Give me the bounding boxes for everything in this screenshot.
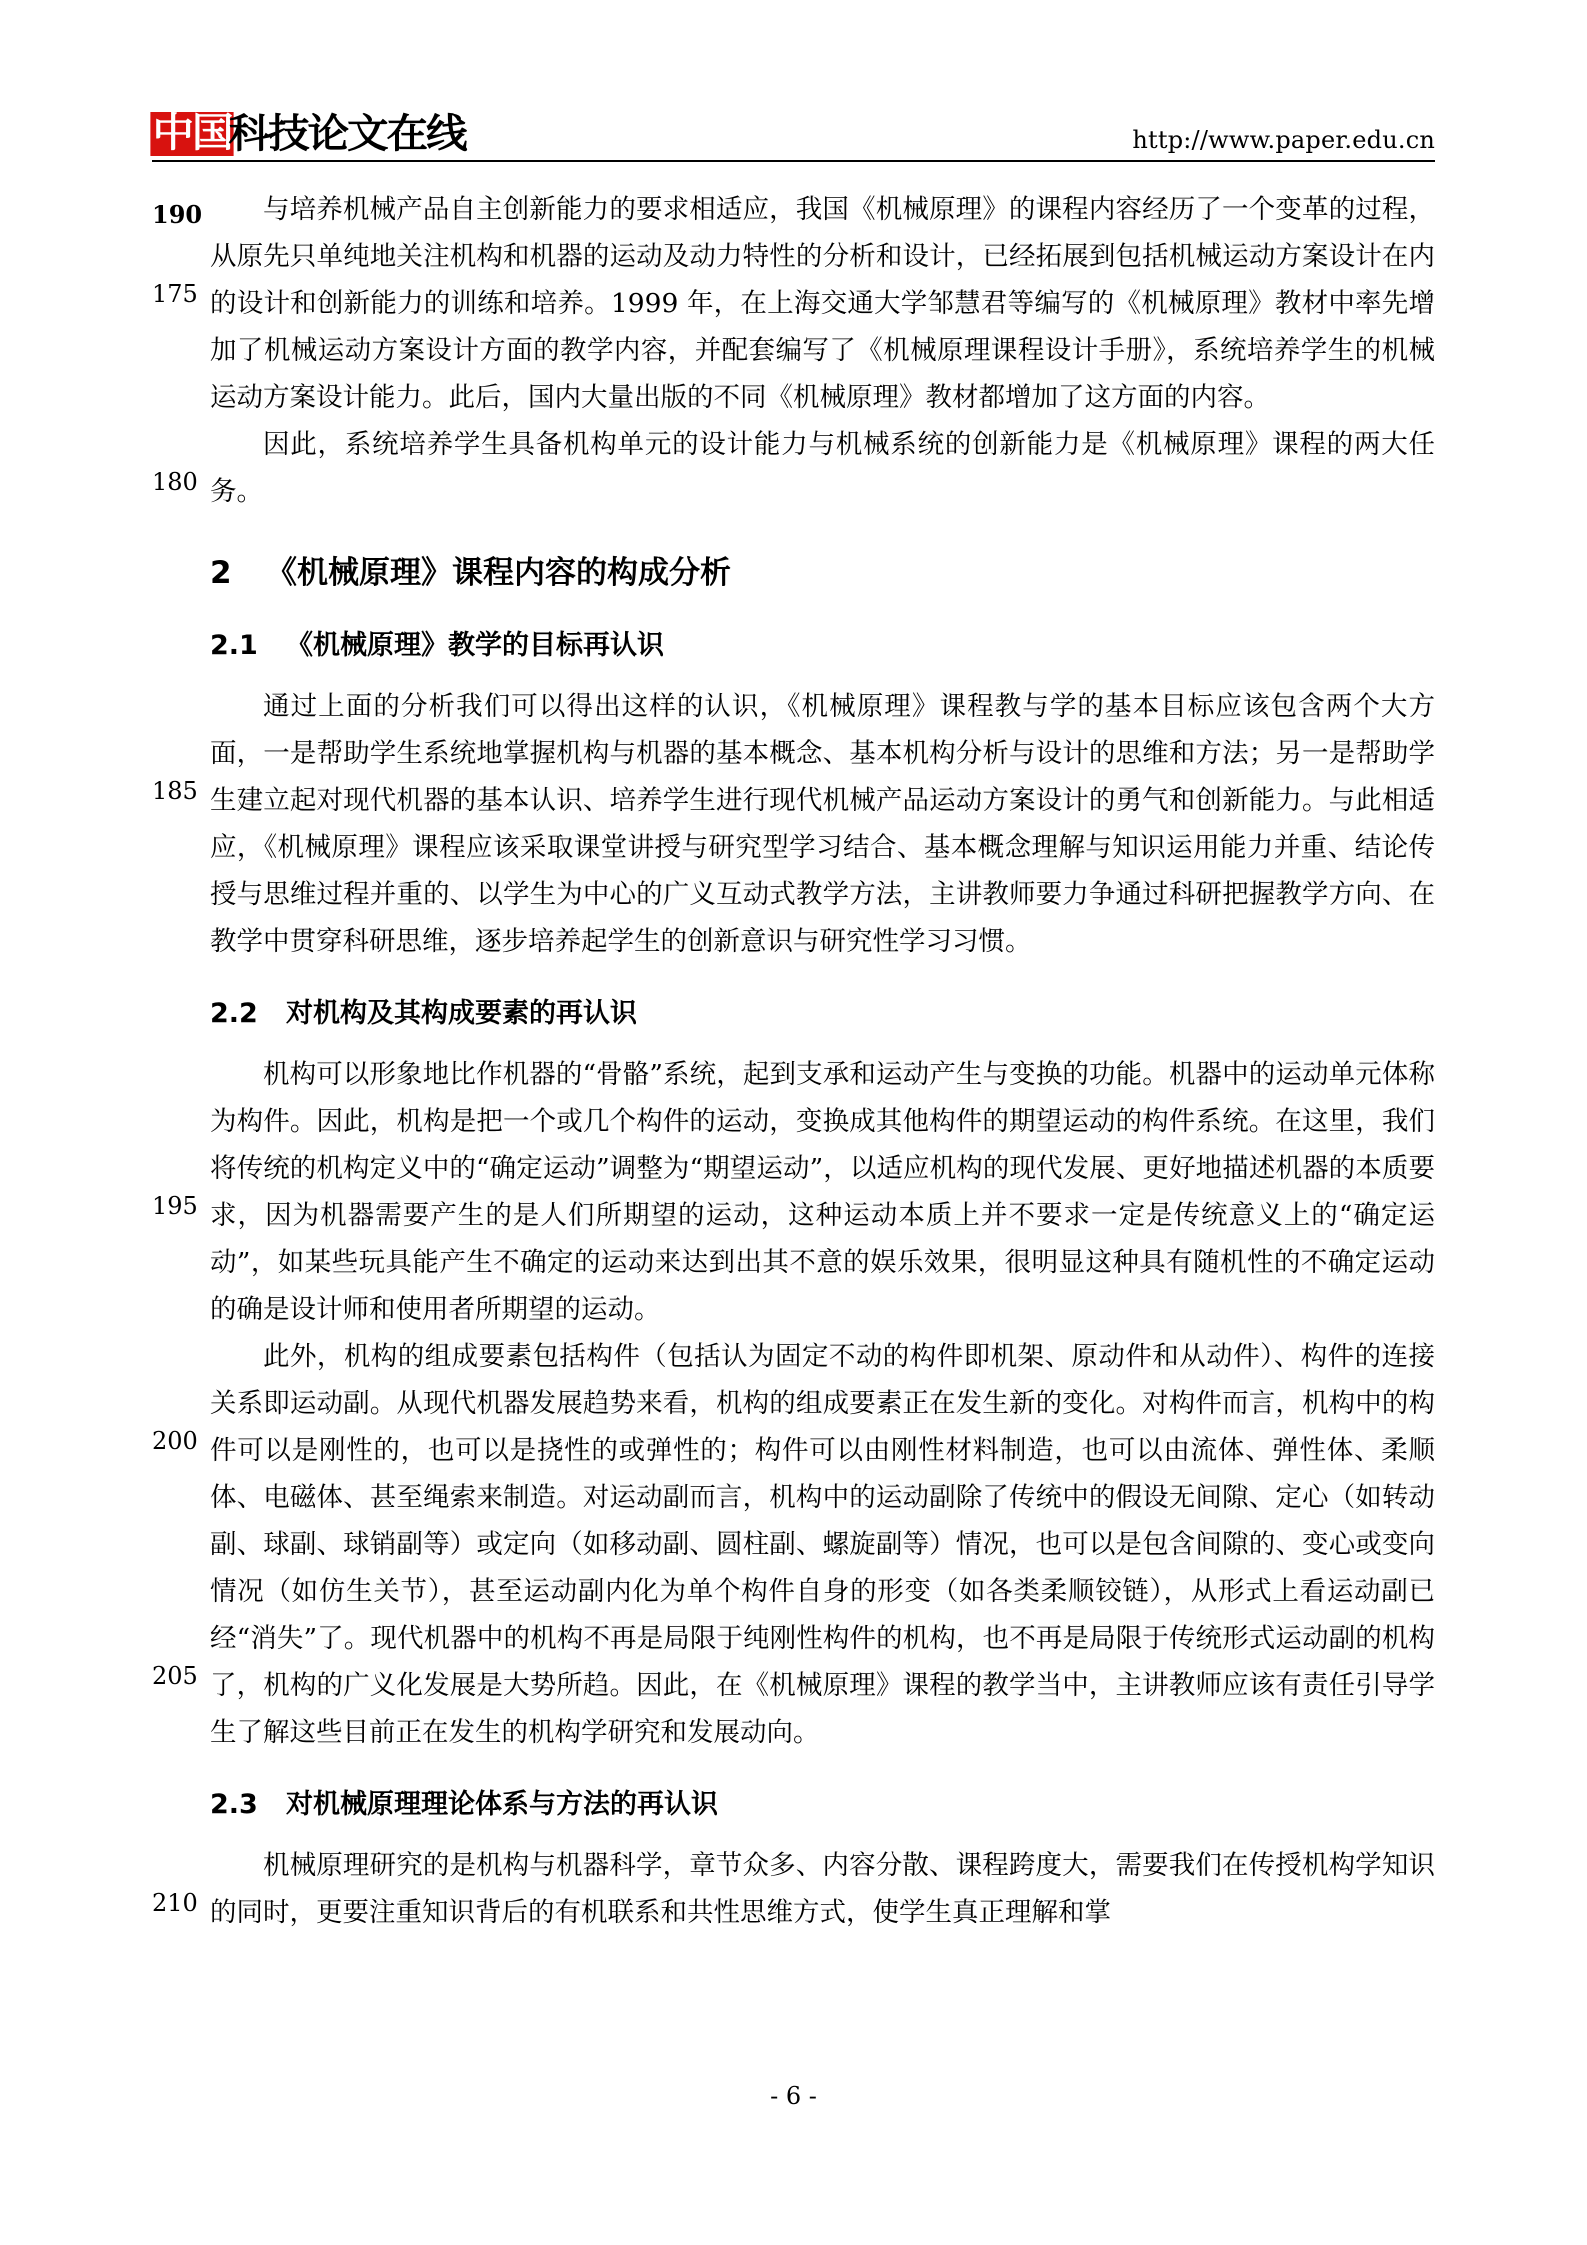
line-number-195: 195: [152, 1192, 198, 1220]
paragraph-block-2: [152, 421, 1435, 515]
line-number-210: 210: [152, 1889, 198, 1917]
paragraph-2: 因此，系统培养学生具备机构单元的设计能力与机械系统的创新能力是《机械原理》课程的两大任务。: [210, 429, 1435, 507]
page-content: [152, 186, 1435, 1936]
site-logo: [152, 110, 466, 158]
header-divider: [152, 160, 1435, 162]
paragraph-block-3: [152, 683, 1435, 965]
heading-section-2-3-number: 2.3: [210, 1789, 258, 1820]
heading-section-2-2-title: 对机构及其构成要素的再认识: [286, 998, 637, 1029]
heading-section-2-1-title: 《机械原理》教学的目标再认识: [286, 630, 664, 661]
paragraph-block-6: [152, 1842, 1435, 1936]
heading-section-2-number: 2: [210, 555, 232, 591]
heading-section-2-3: [152, 1782, 1435, 1828]
page-footer: [0, 2082, 1587, 2110]
paragraph-1: 与培养机械产品自主创新能力的要求相适应，我国《机械原理》的课程内容经历了一个变革的过程，从原先只单纯地关注机构和机器的运动及动力特性的分析和设计，已经拓展到包括机械运动方案设计在内的设计和创新能力的训练和培养。1999 年，在上海交通大学邹慧君等编写的《机械原理》教材中率先增加了机械运动方案设计方面的教学内容，并配套编写了《机械原理课程设计手册》，系统培养学生的机械运动方案设计能力。此后，国内大量出版的不同《机械原理》教材都增加了这方面的内容。: [210, 194, 1435, 413]
header-url[interactable]: http://www.paper.edu.cn: [1132, 126, 1435, 154]
line-number-200: 200: [152, 1427, 198, 1455]
heading-section-2-title: 《机械原理》课程内容的构成分析: [266, 555, 731, 591]
page-header: [152, 96, 1435, 158]
heading-section-2-1: [152, 623, 1435, 669]
logo-red-text: 中国: [150, 112, 233, 156]
line-number-180: 180: [152, 468, 198, 496]
paragraph-6: 机械原理研究的是机构与机器科学，章节众多、内容分散、课程跨度大，需要我们在传授机构学知识的同时，更要注重知识背后的有机联系和共性思维方式，使学生真正理解和掌: [210, 1850, 1435, 1928]
heading-section-2-3-title: 对机械原理理论体系与方法的再认识: [286, 1789, 718, 1820]
paragraph-4: 机构可以形象地比作机器的“骨骼”系统，起到支承和运动产生与变换的功能。机器中的运动单元体称为构件。因此，机构是把一个或几个构件的运动，变换成其他构件的期望运动的构件系统。在这里，我们将传统的机构定义中的“确定运动”调整为“期望运动”，以适应机构的现代发展、更好地描述机器的本质要求，因为机器需要产生的是人们所期望的运动，这种运动本质上并不要求一定是传统意义上的“确定运动”，如某些玩具能产生不确定的运动来达到出其不意的娱乐效果，很明显这种具有随机性的不确定运动的确是设计师和使用者所期望的运动。: [210, 1059, 1435, 1325]
heading-section-2-2-number: 2.2: [210, 998, 258, 1029]
paragraph-block-5: [152, 1333, 1435, 1756]
paragraph-3: 通过上面的分析我们可以得出这样的认识，《机械原理》课程教与学的基本目标应该包含两个大方面，一是帮助学生系统地掌握机构与机器的基本概念、基本机构分析与设计的思维和方法；另一是帮助学生建立起对现代机器的基本认识、培养学生进行现代机械产品运动方案设计的勇气和创新能力。与此相适应，《机械原理》课程应该采取课堂讲授与研究型学习结合、基本概念理解与知识运用能力并重、结论传授与思维过程并重的、以学生为中心的广义互动式教学方法，主讲教师要力争通过科研把握教学方向、在教学中贯穿科研思维，逐步培养起学生的创新意识与研究性学习习惯。: [210, 691, 1435, 957]
line-number-175: 175: [152, 280, 198, 308]
paragraph-block-1: [152, 186, 1435, 421]
line-number-190: 190: [152, 200, 203, 229]
heading-section-2: [152, 549, 1435, 597]
page-number: - 6 -: [770, 2082, 817, 2110]
line-number-185: 185: [152, 777, 198, 805]
paragraph-5: 此外，机构的组成要素包括构件（包括认为固定不动的构件即机架、原动件和从动件）、构件的连接关系即运动副。从现代机器发展趋势来看，机构的组成要素正在发生新的变化。对构件而言，机构中的构件可以是刚性的，也可以是挠性的或弹性的；构件可以由刚性材料制造，也可以由流体、弹性体、柔顺体、电磁体、甚至绳索来制造。对运动副而言，机构中的运动副除了传统中的假设无间隙、定心（如转动副、球副、球销副等）或定向（如移动副、圆柱副、螺旋副等）情况，也可以是包含间隙的、变心或变向情况（如仿生关节），甚至运动副内化为单个构件自身的形变（如各类柔顺铰链），从形式上看运动副已经“消失”了。现代机器中的机构不再是局限于纯刚性构件的机构，也不再是局限于传统形式运动副的机构了，机构的广义化发展是大势所趋。因此，在《机械原理》课程的教学当中，主讲教师应该有责任引导学生了解这些目前正在发生的机构学研究和发展动向。: [210, 1341, 1435, 1748]
heading-section-2-1-number: 2.1: [210, 630, 258, 661]
line-number-205: 205: [152, 1662, 198, 1690]
logo-black-text: 科技论文在线: [228, 111, 466, 157]
paragraph-block-4: [152, 1051, 1435, 1333]
